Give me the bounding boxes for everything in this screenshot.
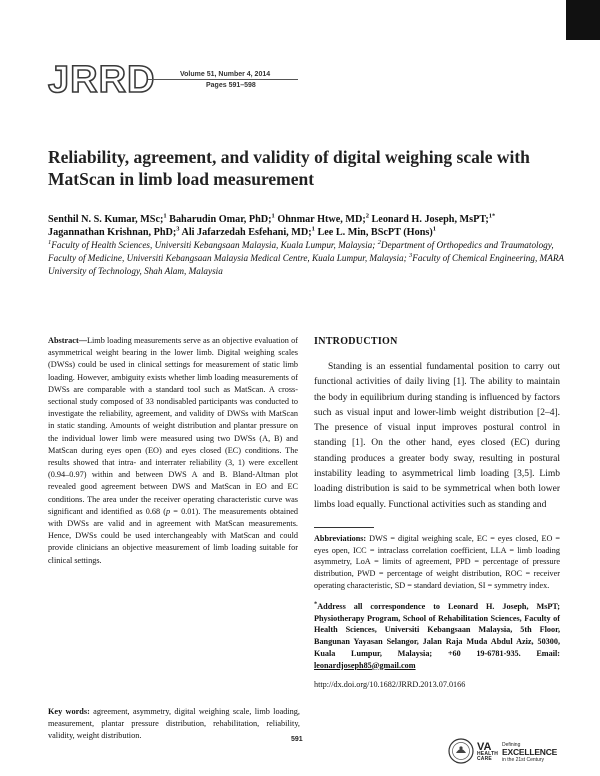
va-health-text: HEALTH <box>477 751 499 757</box>
keywords-text: agreement, asymmetry, digital weighing scale, limb loading, measurement, plantar pressure distribution, rehabilitation, reliability, validity, weight distribution. <box>48 707 300 741</box>
footnote-rule <box>314 527 374 528</box>
volume-info: Volume 51, Number 4, 2014 <box>180 71 271 78</box>
author-sup: 1 <box>271 212 275 220</box>
corner-tab <box>566 0 600 40</box>
author-name: Ohnmar Htwe, MD; <box>277 214 366 225</box>
affiliation-3: Faculty of Chemical Engineering, MARA University of Technology, Shah Alam, Malaysia <box>48 253 564 277</box>
author-list <box>48 213 568 239</box>
affiliation-1: Faculty of Health Sciences, Universiti Kebangsaan Malaysia, Kuala Lumpur, Malaysia; <box>51 240 376 250</box>
author-sup: 1 <box>311 225 315 233</box>
introduction-heading: INTRODUCTION <box>314 336 398 347</box>
author-name: Lee L. Min, BScPT (Hons) <box>317 227 433 238</box>
abbrev-label: Abbreviations: <box>314 534 367 543</box>
page-range: Pages 591–598 <box>206 82 256 89</box>
author-sup: 2 <box>365 212 369 220</box>
keywords <box>48 706 300 743</box>
author-sup: 1 <box>432 225 436 233</box>
va-healthcare-logo <box>477 742 498 762</box>
tag-excellence: EXCELLENCE <box>502 747 558 757</box>
tag-century: in the 21st Century <box>502 757 544 763</box>
journal-logo: JRRD <box>48 59 156 101</box>
abbrev-text: DWS = digital weighing scale, EC = eyes closed, EO = eyes open, ICC = intraclass correlation coefficient, LLA = limb loading asymmetry, LoA = limits of agreement, PPD = percentage of pressure distribution, PWD = percentage of weight distribution, ROC = receiver operating characteristic, SD = standard deviation, SI = symmetry index. <box>314 534 560 590</box>
article-title: Reliability, agreement, and validity of digital weighing scale with MatScan in limb load measurement <box>48 147 530 189</box>
va-tagline <box>502 742 557 763</box>
doi-link[interactable]: http://dx.doi.org/10.1682/JRRD.2013.07.0166 <box>314 680 466 689</box>
author-name: Baharudin Omar, PhD; <box>169 214 272 225</box>
author-sup: 1* <box>488 212 496 220</box>
author-name: Jagannathan Krishnan, PhD; <box>48 227 177 238</box>
header-rule <box>148 79 298 80</box>
abstract <box>48 335 298 567</box>
affiliation-2: Department of Orthopedics and Traumatology, Faculty of Medicine, Universiti Kebangsaan Malaysia Medical Centre, Kuala Lumpur, Malaysia; <box>48 240 554 264</box>
keywords-label: Key words: <box>48 707 90 716</box>
introduction-text: Standing is an essential fundamental position to carry out functional activities of daily living [1]. The ability to maintain the body in equilibrium during standing is influenced by factors such as visual input and lower-limb weight distribution [2–4]. The presence of visual input improves postural control in standing [1]. On the other hand, eyes closed (EC) during standing produces a greater body sway, resulting in postural instability leading to asymmetrical limb loading [3,5]. Limb loading distribution is said to be symmetrical when both lower limbs load equally. Functional activities such as standing and <box>314 362 560 510</box>
email-link[interactable]: leonardjoseph85@gmail.com <box>314 660 416 670</box>
va-seal-icon <box>448 738 474 764</box>
affil-sup: 2 <box>377 238 381 246</box>
corr-text: Address all correspondence to Leonard H. Joseph, MsPT; Physiotherapy Program, School of Rehabilitation Sciences, Faculty of Health Sciences, Universiti Kebangsaan Malaysia, 5th Floor, Bangunan Yayasan Selangor, Jalan Raja Muda Abdul Aziz, 50300, Kuala Lumpur, Malaysia; +60 19-6781-935. Email: <box>314 602 560 658</box>
author-name: Ali Jafarzedah Esfehani, MD; <box>181 227 312 238</box>
affiliations <box>48 239 578 279</box>
tag-defining: Defining <box>502 742 521 748</box>
abstract-text-end: = 0.01). The measurements obtained with DWSs are valid and in agreement with MatScan measurements. Hence, DWSs could be used interchangeably with MatScan and could provide clinicians an objective measurement of limb loading suitable for clinical settings. <box>48 506 298 565</box>
correspondence <box>314 601 560 671</box>
author-name: Leonard H. Joseph, MsPT; <box>371 214 489 225</box>
abstract-text: Limb loading measurements serve as an objective evaluation of asymmetrical weight bearing in the lower limb. Digital weighing scales (DWSs) could be used in clinical settings for measurement of static limb loading. However, ambiguity exists whether limb loading measurements of DWSs are comparable with a standard tool such as MatScan. A cross-sectional study composed of 33 nondisabled participants was conducted to investigate the reliability, agreement, and validity of DWSs with MatScan in static standing. Amounts of weight distribution and plantar pressure on the individual lower limb were measured using two DWSs (A, B) and MatScan during eyes open (EO) and eyes closed (EC) conditions. The results showed that intra- and interrater reliability (3, 1) were excellent (0.94–0.97) within and between DWS A and B. Bland-Altman plot revealed good agreement between DWS and MatScan in EO and EC conditions. The area under the receiver operating characteristic curve was significant and identified as 0.68 ( <box>48 336 298 516</box>
author-name: Senthil N. S. Kumar, MSc; <box>48 214 164 225</box>
author-sup: 1 <box>163 212 167 220</box>
page-number: 591 <box>291 736 303 743</box>
p-symbol: p <box>166 506 171 516</box>
va-care-text: CARE <box>477 756 492 762</box>
va-text: VA <box>477 741 492 753</box>
abstract-label: Abstract— <box>48 336 87 345</box>
affil-sup: 3 <box>408 252 413 260</box>
author-sup: 3 <box>176 225 180 233</box>
affil-sup: 1 <box>48 238 52 246</box>
corr-mark: * <box>314 600 318 608</box>
abbreviations <box>314 533 560 592</box>
